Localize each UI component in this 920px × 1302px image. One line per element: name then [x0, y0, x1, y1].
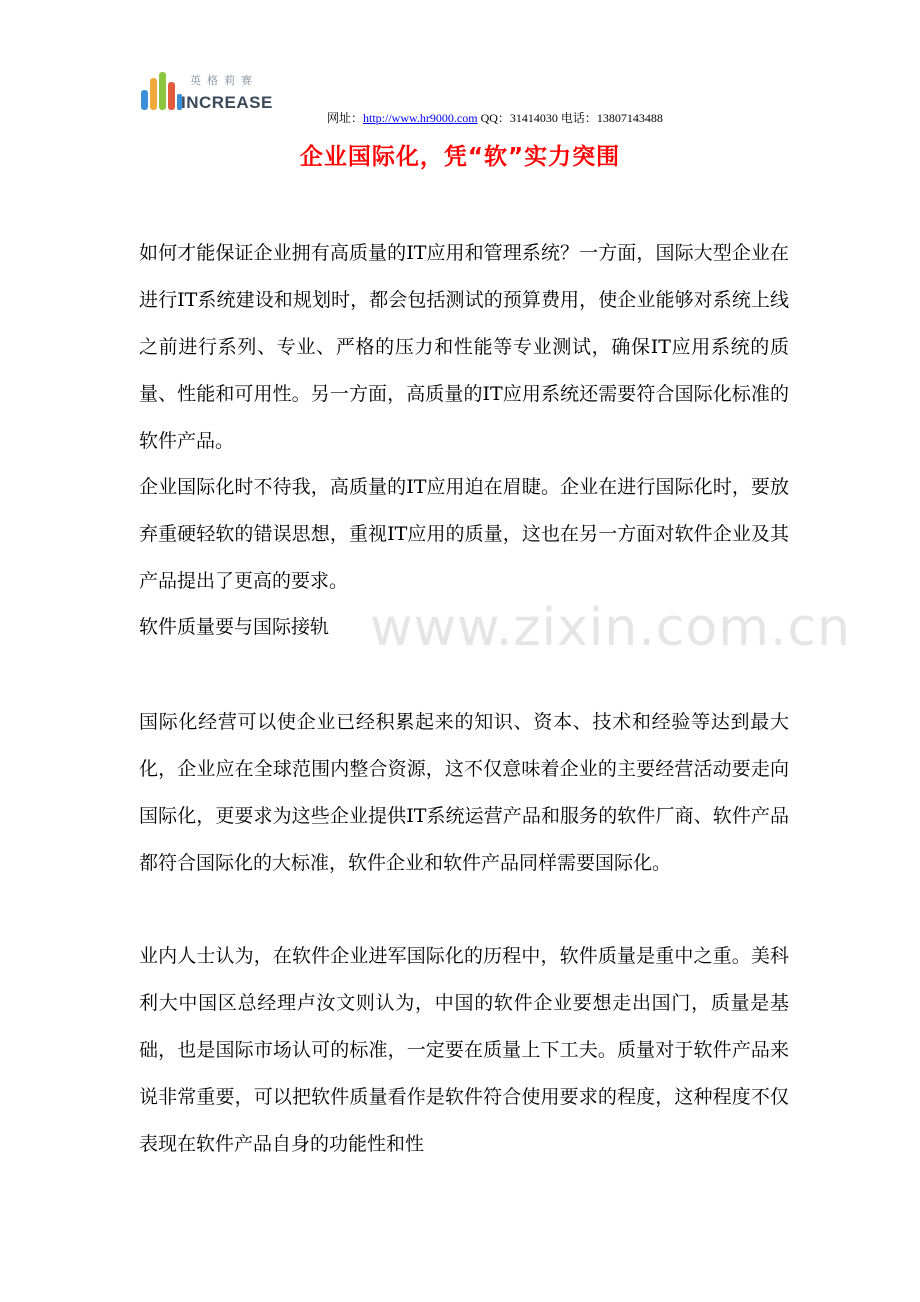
phone-number: 13807143488 [596, 111, 663, 125]
qq-label: QQ： [477, 111, 510, 125]
company-logo [139, 68, 279, 112]
paragraph-text: 如何才能保证企业拥有高质量的IT应用和管理系统？一方面，国际大型企业在进行IT系统建设和规划时，都会包括测试的预算费用，使企业能够对系统上线之前进行系列、专业、严格的压力和性能等专业测试，确保IT应用系统的质量、性能和可用性。另一方面，高质量的IT应用系统还需要符合国际化标准的软件产品。 [139, 242, 789, 452]
logo-chinese-name: 英格莉赛 [190, 74, 258, 87]
watermark: www.zixin.com.cn [370, 598, 851, 658]
logo-bars-icon [139, 68, 183, 112]
qq-number: 31414030 [509, 111, 558, 125]
paragraph-text: 企业国际化时不待我，高质量的IT应用迫在眉睫。企业在进行国际化时，要放弃重硬轻软的错误思想，重视IT应用的质量，这也在另一方面对软件企业及其产品提出了更高的要求。 [139, 476, 789, 592]
paragraph-3 [139, 699, 789, 887]
section-heading-text: 软件质量要与国际接轨 [139, 616, 330, 638]
section-heading [139, 604, 789, 651]
paragraph-4 [139, 933, 789, 1168]
contact-line [327, 109, 663, 126]
logo-english-name: INCREASE [181, 93, 273, 112]
paragraph-2 [139, 464, 789, 605]
paragraph-text: 国际化经营可以使企业已经积累起来的知识、资本、技术和经验等达到最大化，企业应在全球范围内整合资源，这不仅意味着企业的主要经营活动要走向国际化，更要求为这些企业提供IT系统运营产品和服务的软件厂商、软件产品都符合国际化的大标准，软件企业和软件产品同样需要国际化。 [139, 711, 789, 874]
article-title: 企业国际化，凭“软”实力突围 [299, 144, 621, 170]
website-link[interactable]: http://www.hr9000.com [363, 111, 478, 125]
website-label: 网址： [327, 111, 364, 125]
phone-label: 电话： [557, 111, 597, 125]
paragraph-text: 业内人士认为，在软件企业进军国际化的历程中，软件质量是重中之重。美科利大中国区总经理卢汝文则认为，中国的软件企业要想走出国门，质量是基础，也是国际市场认可的标准，一定要在质量上下工夫。质量对于软件产品来说非常重要，可以把软件质量看作是软件符合使用要求的程度，这种程度不仅表现在软件产品自身的功能性和性 [139, 945, 789, 1155]
paragraph-1 [139, 230, 789, 465]
